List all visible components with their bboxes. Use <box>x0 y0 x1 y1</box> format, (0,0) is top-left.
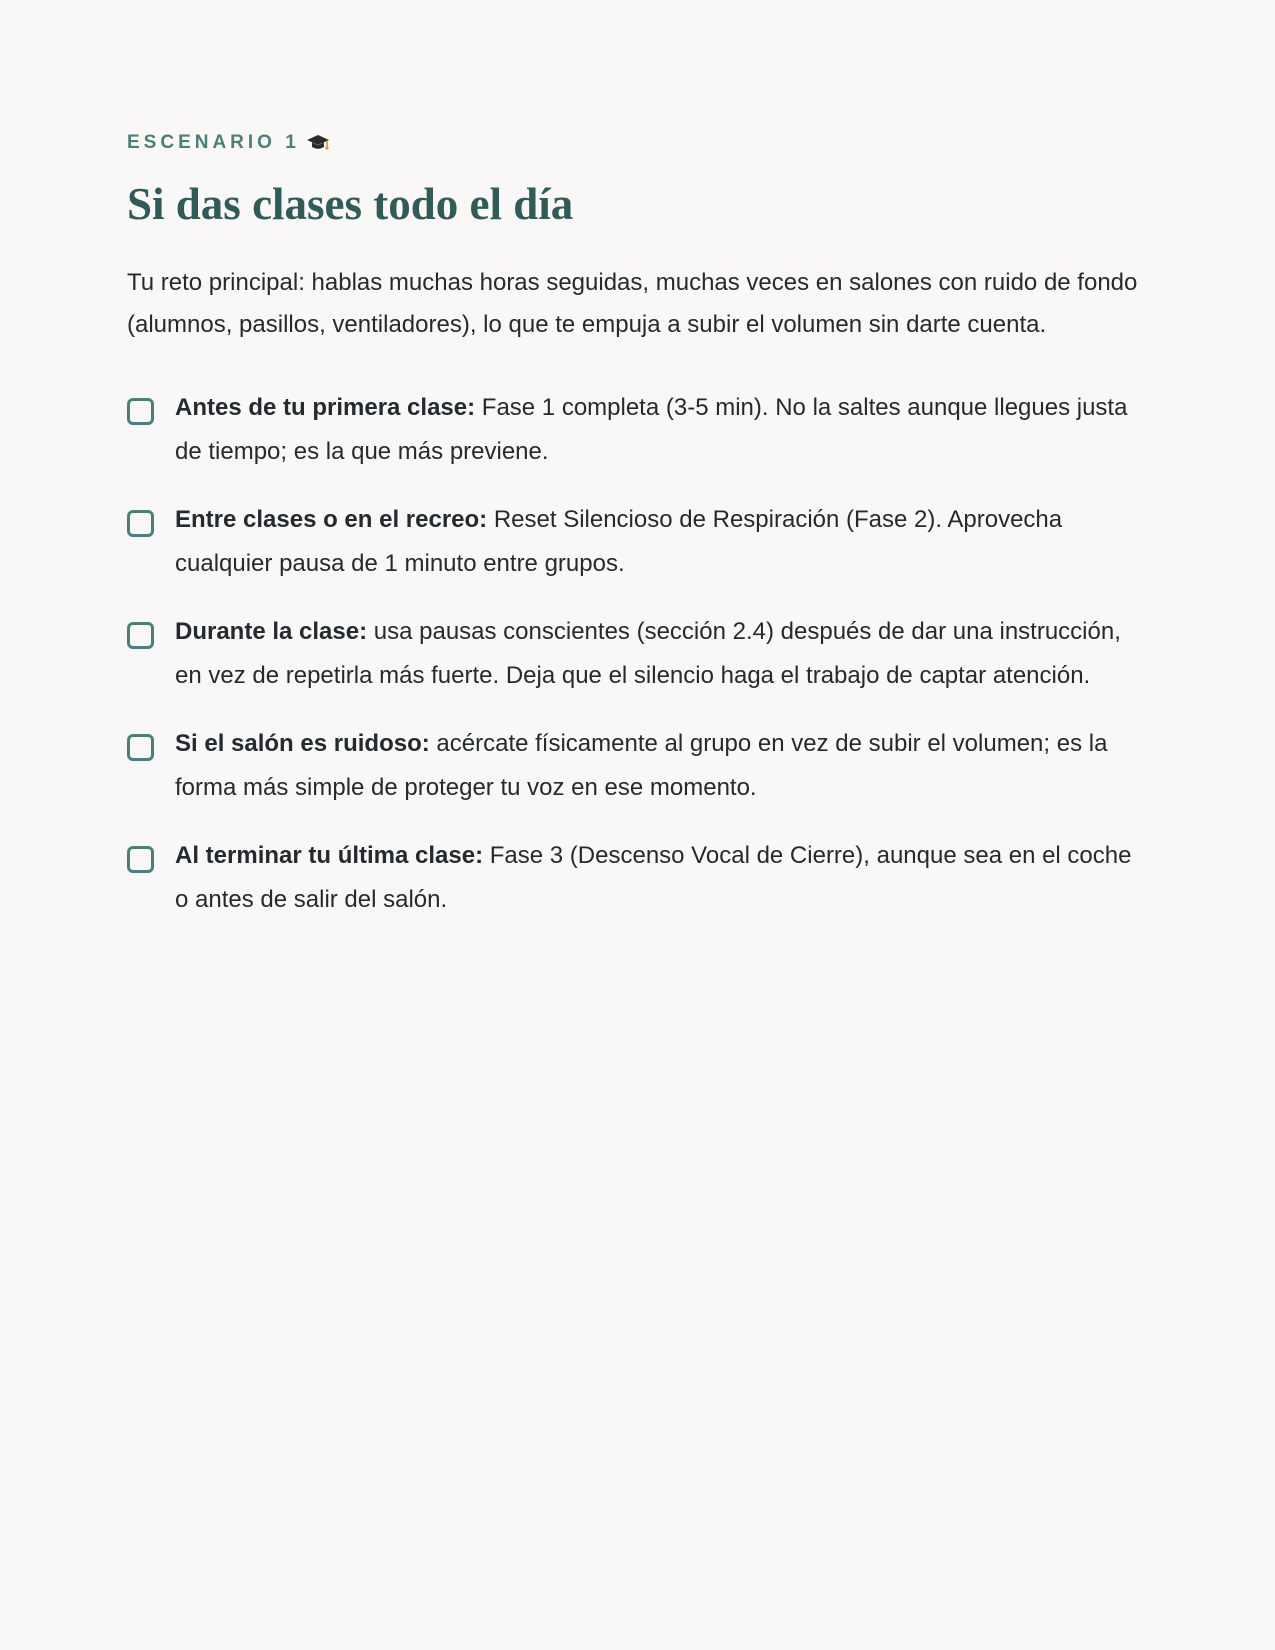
checklist-item-lead: Al terminar tu última clase: <box>175 842 484 869</box>
checklist-item <box>127 386 1147 474</box>
checkbox[interactable] <box>127 398 154 425</box>
scenario-label: ESCENARIO 1 <box>127 132 300 153</box>
checklist-item-body: Reset Silencioso de Respiración (Fase 2). Aprovecha cualquier pausa de 1 minuto entre grupos. <box>175 506 1063 577</box>
checkbox[interactable] <box>127 510 154 537</box>
checklist-item-text <box>175 610 1147 698</box>
checklist-item-body: Fase 1 completa (3-5 min). No la saltes aunque llegues justa de tiempo; es la que más previene. <box>175 394 1128 465</box>
page-title: Si das clases todo el día <box>127 179 574 229</box>
intro-paragraph: Tu reto principal: hablas muchas horas seguidas, muchas veces en salones con ruido de fondo (alumnos, pasillos, ventiladores), lo que te empuja a subir el volumen sin darte cuenta. <box>127 269 1138 338</box>
checklist-item-lead: Entre clases o en el recreo: <box>175 506 488 533</box>
checklist-item-lead: Antes de tu primera clase: <box>175 394 476 421</box>
checklist-item-text <box>175 498 1147 586</box>
graduation-cap-icon <box>306 133 330 153</box>
checklist-item-body: acércate físicamente al grupo en vez de subir el volumen; es la forma más simple de proteger tu voz en ese momento. <box>175 730 1108 801</box>
checklist-item <box>127 610 1147 698</box>
scenario-page <box>127 130 1147 946</box>
checklist-item-text <box>175 386 1147 474</box>
checkbox[interactable] <box>127 622 154 649</box>
checklist-item-body: usa pausas conscientes (sección 2.4) después de dar una instrucción, en vez de repetirla más fuerte. Deja que el silencio haga el trabajo de captar atención. <box>175 618 1121 689</box>
checklist-item-lead: Si el salón es ruidoso: <box>175 730 430 757</box>
checklist-item-text <box>175 834 1147 922</box>
checklist-item <box>127 834 1147 922</box>
checklist-item <box>127 722 1147 810</box>
checklist-item-text <box>175 722 1147 810</box>
checkbox[interactable] <box>127 734 154 761</box>
checklist-item-body: Fase 3 (Descenso Vocal de Cierre), aunque sea en el coche o antes de salir del salón. <box>175 842 1132 913</box>
checklist-item <box>127 498 1147 586</box>
checklist <box>127 386 1147 922</box>
checklist-item-lead: Durante la clase: <box>175 618 368 645</box>
checkbox[interactable] <box>127 846 154 873</box>
scenario-eyebrow <box>127 130 1147 156</box>
